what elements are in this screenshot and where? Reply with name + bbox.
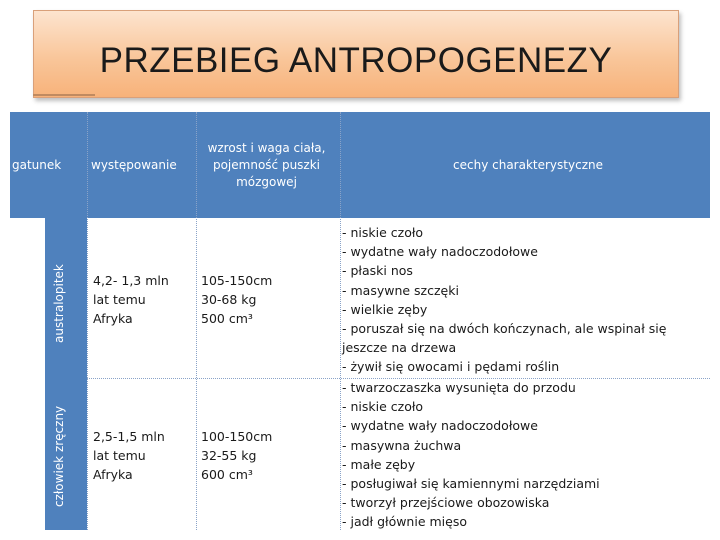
species-label-australopitek: australopitek: [52, 264, 66, 343]
list-item: - niskie czoło: [342, 225, 424, 240]
list-item: - małe zęby: [342, 456, 416, 472]
cell-cechy-czlowiek-zreczny: [342, 378, 710, 532]
header-gatunek: gatunek: [12, 158, 62, 172]
grid-line-col-2: [196, 112, 197, 530]
header-wzrost-line3: mózgowej: [236, 175, 297, 189]
list-item: - masywne szczęki: [342, 282, 459, 298]
header-cechy: cechy charakterystyczne: [453, 158, 603, 172]
cell-text: lat temu: [93, 292, 146, 307]
header-wzrost-line1: wzrost i waga ciała,: [207, 141, 326, 155]
cell-wystepowanie-czlowiek-zreczny: [93, 427, 165, 484]
cell-wystepowanie-australopitek: [93, 271, 169, 328]
list-item: - tworzył przejściowe obozowiska: [342, 495, 550, 511]
cell-text: 30-68 kg: [201, 292, 257, 307]
header-wzrost: [200, 140, 333, 191]
cell-text: lat temu: [93, 448, 146, 463]
cell-cechy-australopitek: [342, 223, 710, 377]
list-item: - jadł głównie mięso: [342, 514, 467, 530]
cell-text: 600 cm³: [201, 467, 253, 482]
list-item: - masywna żuchwa: [342, 437, 462, 453]
cell-text: 105-150cm: [201, 273, 273, 288]
cell-text: 2,5-1,5 mln: [93, 429, 165, 444]
grid-line-col-3: [340, 112, 341, 530]
species-label-czlowiek-zreczny: człowiek zręczny: [52, 405, 66, 507]
cell-wzrost-australopitek: [201, 271, 272, 328]
cell-text: 100-150cm: [201, 429, 273, 444]
list-item: - żywił się owocami i pędami roślin: [342, 359, 560, 375]
list-item: - posługiwał się kamiennymi narzędziami: [342, 476, 600, 492]
cell-text: 500 cm³: [201, 311, 253, 326]
list-item: - wydatne wały nadoczodołowe: [342, 244, 538, 260]
list-item: - wielkie zęby: [342, 301, 428, 317]
title-underline-decoration: [33, 94, 95, 96]
title-banner: [33, 10, 679, 98]
header-wystepowanie: występowanie: [91, 158, 177, 172]
header-wzrost-line2: pojemność puszki: [212, 158, 321, 172]
cell-text: Afryka: [93, 311, 133, 326]
grid-line-col-1: [87, 112, 88, 530]
list-item: - poruszał się na dwóch kończynach, ale wspinał się jeszcze na drzewa: [342, 321, 667, 356]
list-item: - wydatne wały nadoczodołowe: [342, 418, 538, 434]
cell-text: 32-55 kg: [201, 448, 257, 463]
page-title: PRZEBIEG ANTROPOGENEZY: [99, 41, 613, 80]
cell-text: Afryka: [93, 467, 133, 482]
cell-wzrost-czlowiek-zreczny: [201, 427, 272, 484]
list-item: - płaski nos: [342, 263, 413, 279]
list-item: - twarzoczaszka wysunięta do przodu: [342, 380, 576, 395]
list-item: - niskie czoło: [342, 399, 424, 415]
cell-text: 4,2- 1,3 mln: [93, 273, 169, 288]
